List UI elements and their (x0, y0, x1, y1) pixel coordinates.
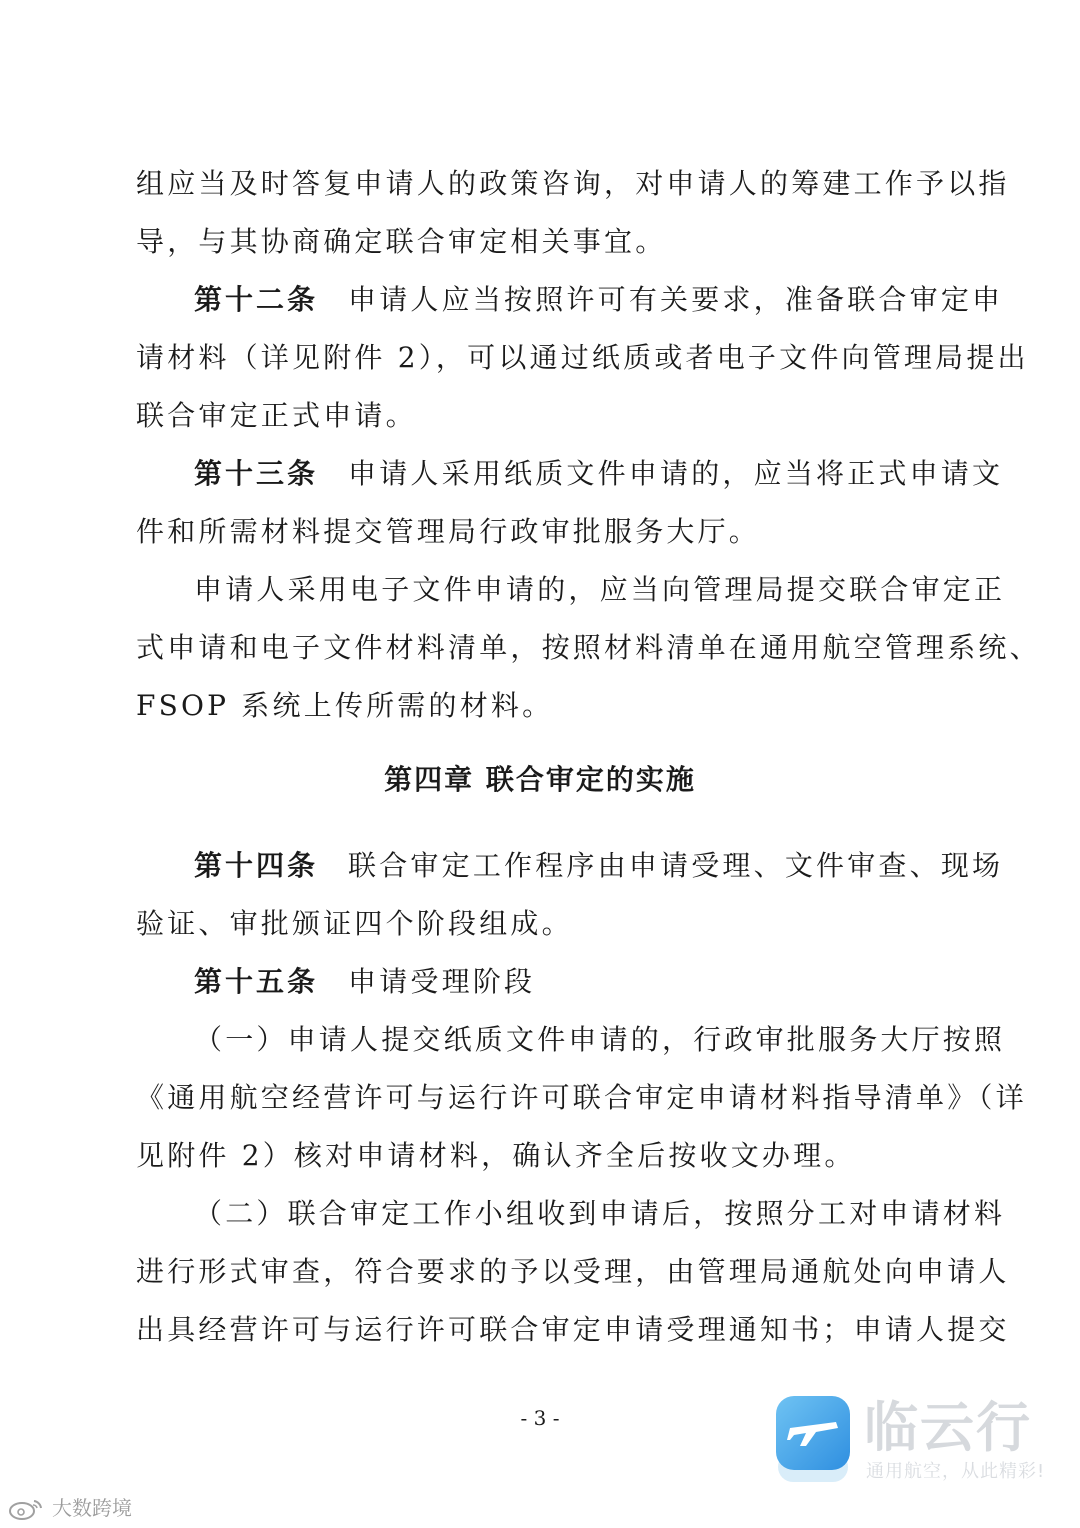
article-heading: 第十三条 (194, 457, 319, 490)
text-line: 联合审定正式申请。 (136, 399, 417, 432)
watermark-subtitle: 通用航空，从此精彩! (866, 1461, 1046, 1482)
article-heading: 第十二条 (194, 283, 319, 316)
text-line: 申请人应当按照许可有关要求，准备联合审定申 (348, 283, 1004, 316)
text-line: 申请人采用电子文件申请的，应当向管理局提交联合审定正 (194, 573, 1006, 606)
page-number: - 3 - (520, 1406, 560, 1430)
text-line: 见附件 2）核对申请材料，确认齐全后按收文办理。 (136, 1139, 856, 1172)
text-line: 件和所需材料提交管理局行政审批服务大厅。 (136, 515, 761, 548)
text-line: 申请人采用纸质文件申请的，应当将正式申请文 (348, 457, 1004, 490)
text-line: 《通用航空经营许可与运行许可联合审定申请材料指导清单》（详 (136, 1081, 1027, 1114)
article-12 (194, 280, 1004, 320)
article-heading: 第十四条 (194, 849, 319, 882)
article-13 (194, 454, 1004, 494)
text-line: 导，与其协商确定联合审定相关事宜。 (136, 225, 667, 258)
chapter-heading: 第四章 联合审定的实施 (384, 763, 696, 796)
text-line: 请材料（详见附件 2），可以通过纸质或者电子文件向管理局提出 (136, 341, 1029, 374)
source-text: 大数跨境 (52, 1496, 132, 1520)
airplane-icon (776, 1396, 850, 1470)
article-title: 申请受理阶段 (348, 965, 536, 998)
text-line: （一）申请人提交纸质文件申请的，行政审批服务大厅按照 (194, 1023, 1006, 1056)
article-15 (194, 962, 956, 1002)
watermark-title: 临云行 (864, 1396, 1032, 1459)
text-line: 组应当及时答复申请人的政策咨询，对申请人的筹建工作予以指 (136, 167, 1010, 200)
text-line: 进行形式审查，符合要求的予以受理，由管理局通航处向申请人 (136, 1255, 1010, 1288)
article-heading: 第十五条 (194, 965, 319, 998)
text-line: FSOP 系统上传所需的材料。 (136, 689, 554, 722)
text-line: 联合审定工作程序由申请受理、文件审查、现场 (348, 849, 1004, 882)
text-line: 出具经营许可与运行许可联合审定申请受理通知书；申请人提交 (136, 1313, 1010, 1346)
text-line: （二）联合审定工作小组收到申请后，按照分工对申请材料 (194, 1197, 1006, 1230)
text-line: 验证、审批颁证四个阶段组成。 (136, 907, 573, 940)
watermark-logo (776, 1396, 1072, 1492)
text-line: 式申请和电子文件材料清单，按照材料清单在通用航空管理系统、 (136, 631, 1041, 664)
weibo-icon (8, 1498, 44, 1520)
article-14 (194, 846, 1004, 886)
